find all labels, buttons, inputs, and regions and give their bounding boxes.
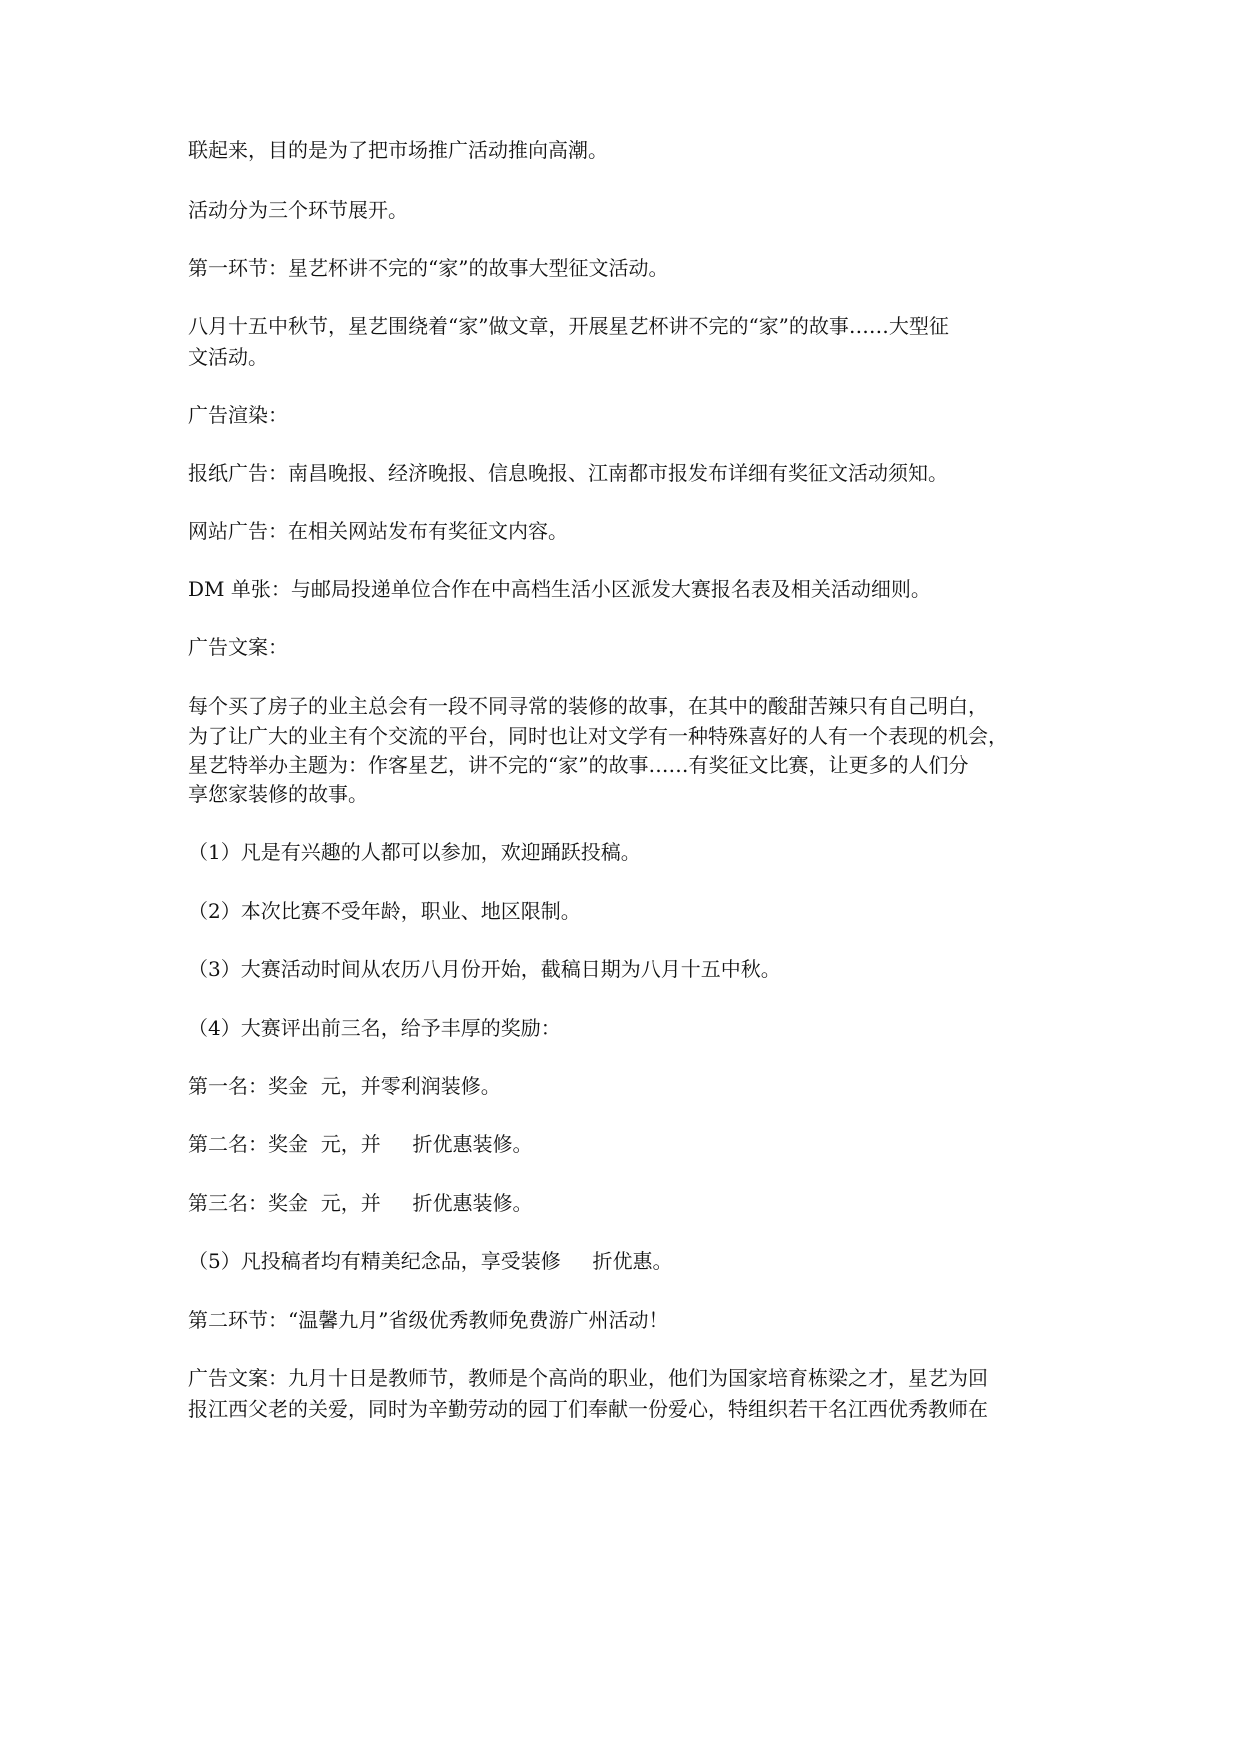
text-line: 联起来，目的是为了把市场推广活动推向高潮。: [188, 138, 608, 162]
text-line: 第二名：奖金 元，并 折优惠装修。: [188, 1132, 533, 1156]
text-line: 八月十五中秋节，星艺围绕着“家”做文章，开展星艺杯讲不完的“家”的故事……大型征: [188, 314, 949, 338]
text-line: 第二环节：“温馨九月”省级优秀教师免费游广州活动！: [188, 1308, 669, 1332]
text-line: DM 单张：与邮局投递单位合作在中高档生活小区派发大赛报名表及相关活动细则。: [188, 577, 931, 601]
text-line: 广告文案：九月十日是教师节，教师是个高尚的职业，他们为国家培育栋梁之才，星艺为回: [188, 1366, 988, 1390]
text-line: 第一名：奖金 元，并零利润装修。: [188, 1074, 501, 1098]
text-line: （1）凡是有兴趣的人都可以参加，欢迎踊跃投稿。: [188, 840, 641, 864]
text-line: 享您家装修的故事。: [188, 782, 368, 806]
text-line: （4）大赛评出前三名，给予丰厚的奖励：: [188, 1016, 561, 1040]
text-line: 活动分为三个环节展开。: [188, 198, 408, 222]
text-line: 每个买了房子的业主总会有一段不同寻常的装修的故事，在其中的酸甜苦辣只有自己明白，: [188, 694, 988, 718]
text-line: 报纸广告：南昌晚报、经济晚报、信息晚报、江南都市报发布详细有奖征文活动须知。: [188, 461, 948, 485]
text-line: （5）凡投稿者均有精美纪念品，享受装修 折优惠。: [188, 1249, 673, 1273]
text-line: 第三名：奖金 元，并 折优惠装修。: [188, 1191, 533, 1215]
document-page: [188, 0, 1058, 1754]
text-line: （2）本次比赛不受年龄，职业、地区限制。: [188, 899, 581, 923]
text-line: 星艺特举办主题为：作客星艺，讲不完的“家”的故事……有奖征文比赛，让更多的人们分: [188, 753, 969, 777]
text-line: 文活动。: [188, 345, 268, 369]
text-line: 第一环节：星艺杯讲不完的“家”的故事大型征文活动。: [188, 256, 669, 280]
text-line: 广告文案：: [188, 635, 288, 659]
text-line: 网站广告：在相关网站发布有奖征文内容。: [188, 519, 568, 543]
text-line: 广告渲染：: [188, 403, 288, 427]
text-line: 报江西父老的关爱，同时为辛勤劳动的园丁们奉献一份爱心，特组织若干名江西优秀教师在: [188, 1397, 988, 1421]
text-line: 为了让广大的业主有个交流的平台，同时也让对文学有一种特殊喜好的人有一个表现的机会，: [188, 724, 1008, 748]
text-line: （3）大赛活动时间从农历八月份开始，截稿日期为八月十五中秋。: [188, 957, 781, 981]
